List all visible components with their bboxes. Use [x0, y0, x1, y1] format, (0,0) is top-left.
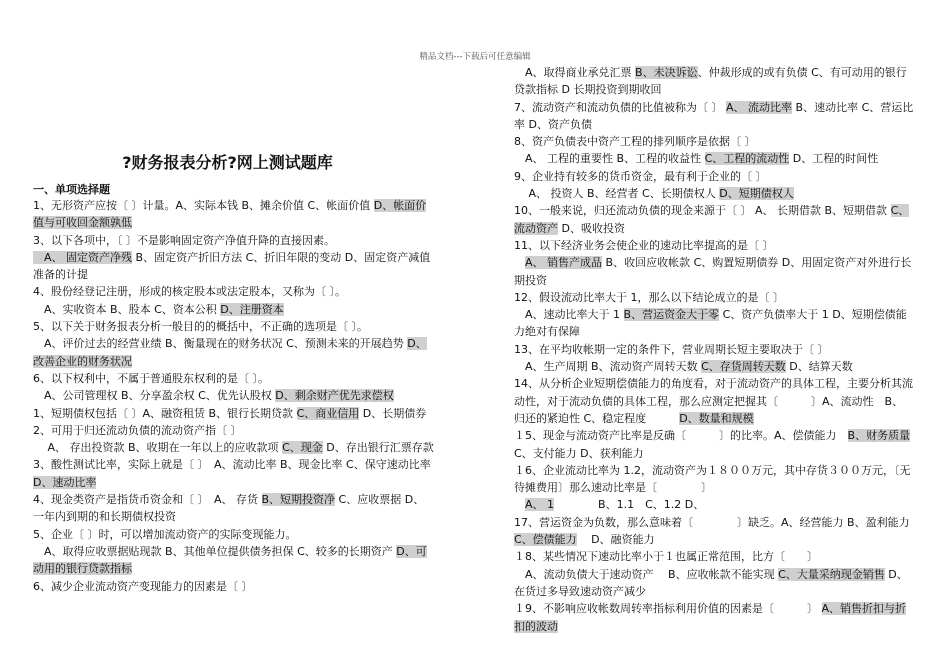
highlighted-answer: C、商业信用 [296, 406, 360, 420]
question-text: 1、短期债权包括〔 〕A、融资租赁 B、银行长期贷款 [33, 406, 297, 420]
question-text: D、长期债券 [359, 406, 427, 420]
question-text: A、取得商业承兑汇票 [514, 66, 636, 79]
question-text: 6、以下权利中，不属于普通股东权利的是〔 〕。 [33, 371, 269, 385]
question-line [33, 335, 435, 370]
question-text: A、公司管理权 B、分享盈余权 C、优先认股权 [33, 389, 276, 403]
section-heading: 一、单项选择题 [33, 183, 110, 196]
question-line [514, 341, 914, 358]
page-watermark-header: 精品文档---下载后可任意编辑 [419, 52, 531, 62]
question-text: 9、企业持有较多的货币资金，最有利于企业的〔 〕 [514, 169, 767, 183]
highlighted-answer: D、可动用的银行贷款指标 [33, 544, 427, 576]
question-line [514, 150, 914, 167]
question-line [33, 491, 435, 526]
question-line [33, 249, 435, 284]
question-line [514, 358, 914, 375]
highlighted-answer: C、存货周转天数 [701, 360, 786, 374]
highlighted-answer: D、改善企业的财务状况 [33, 337, 427, 368]
question-text: １9、不影响应收帐数周转率指标利用价值的因素是〔 〕 [514, 602, 822, 616]
question-line [33, 232, 435, 249]
question-line [33, 301, 435, 318]
question-line [33, 578, 435, 595]
question-text: 10、一般来说，归还流动负债的现金来源于〔 〕 A、 长期借款 B、短期借款 [514, 204, 891, 218]
right-column-questions [514, 64, 914, 635]
question-line [514, 99, 914, 134]
question-line [33, 422, 435, 439]
question-text: 2、可用于归还流动负债的流动资产指〔 〕 [33, 423, 242, 437]
question-line [514, 168, 914, 185]
question-text: 11、以下经济业务会使企业的速动比率提高的是〔 〕 [514, 238, 774, 252]
highlighted-answer: A、销售折扣与折扣的波动 [514, 602, 907, 633]
highlighted-answer: C、大量采纳现金销售 [778, 567, 885, 581]
question-line [514, 462, 914, 497]
question-text: A、流动负债大于速动资产 B、应收帐款不能实现 [514, 567, 779, 581]
document-title: ?财务报表分析?网上测试题库 [122, 153, 333, 172]
highlighted-answer: D、速动比率 [33, 475, 97, 489]
question-line [33, 387, 435, 404]
question-line [33, 439, 435, 456]
question-text: B、1.1 C、1.2 D、 [554, 498, 705, 512]
question-line [514, 514, 914, 549]
question-text: D、吸收投资 [558, 221, 625, 235]
question-text: 6、减少企业流动资产变现能力的因素是〔 〕 [33, 579, 253, 593]
question-text: A、速动比率大于 1 [514, 308, 624, 322]
question-text: B、速动比率 C、营运比率 D、资产负债 [514, 100, 914, 131]
question-text: 5、以下关于财务报表分析一般目的的概括中，不正确的选项是〔 〕。 [33, 320, 368, 334]
question-text: １6、企业流动比率为 1.2，流动资产为１８００万元，其中存货３００万元，〔无待摊费用〕那么速动比率是〔 〕 [514, 463, 911, 495]
question-text: B、固定资产折旧方法 C、折旧年限的变动 D、固定资产减值准备的计提 [33, 250, 431, 282]
question-text: 17、营运资金为负数，那么意味着〔 〕缺乏。A、经营能力 B、盈利能力 [514, 515, 910, 529]
highlighted-answer: B、财务质量 [847, 429, 911, 443]
question-line [33, 526, 435, 543]
question-text: A、生产周期 B、流动资产周转天数 [514, 360, 702, 374]
question-line [514, 202, 914, 237]
question-line [33, 456, 435, 491]
highlighted-answer: A、 销售产成品 [525, 256, 603, 270]
question-text: D、融资能力 [576, 533, 655, 547]
highlighted-answer: A、 流动比率 [726, 100, 793, 114]
highlighted-answer: B、营运资金大于零 [623, 308, 720, 322]
question-text: 、仲裁形成的或有负债 C、有可动用的银行贷款指标 D 长期投资到期收回 [514, 66, 907, 97]
highlighted-answer: D、数量和规模 [679, 411, 754, 425]
highlighted-answer: C、偿债能力 [514, 533, 577, 547]
question-line [514, 185, 914, 202]
question-line [514, 496, 914, 513]
highlighted-answer: D、注册资本 [220, 302, 284, 316]
question-line [514, 64, 914, 99]
question-text: 13、在平均收帐期一定的条件下，营业周期长短主要取决于〔 〕 [514, 342, 829, 356]
question-line [514, 566, 914, 601]
question-text [514, 498, 525, 511]
highlighted-answer: C、现金 [282, 441, 323, 455]
question-line [514, 133, 914, 150]
question-text: １8、某些情况下速动比率小于１也属正常范围，比方〔 〕 [514, 550, 818, 564]
highlighted-answer: B、未决诉讼 [635, 66, 698, 79]
question-text: B、收回应收帐款 C、购置短期债券 D、用固定资产对外进行长期投资 [514, 256, 912, 287]
question-line [33, 318, 435, 335]
question-text: A、取得应收票据贴现款 B、其他单位提供债务担保 C、较多的长期资产 [33, 544, 397, 558]
question-text: D、工程的时间性 [789, 152, 879, 166]
question-line [33, 370, 435, 387]
question-line [514, 237, 914, 254]
question-text: A、 投资人 B、经营者 C、长期债权人 [514, 187, 720, 201]
question-line [33, 405, 435, 422]
highlighted-answer: 固定资产净残 [62, 250, 133, 264]
question-text: D、在货过多导致速动资产减少 [514, 567, 908, 598]
question-text: 8、资产负债表中资产工程的排列顺序是依据〔 〕 [514, 135, 756, 149]
highlighted-answer: A、 1 [525, 498, 555, 512]
question-line [514, 548, 914, 565]
highlighted-answer: D、短期债权人 [719, 187, 794, 201]
highlighted-answer: C、流动资产 [514, 204, 910, 235]
question-text: C、应收票据 D、一年内到期的和长期债权投资 [33, 493, 425, 524]
left-column-questions [33, 197, 435, 595]
highlighted-answer: C、工程的流动性 [704, 152, 790, 166]
question-text: A、 存出投资款 B、收期在一年以上的应收款项 [33, 441, 283, 455]
question-text: D、结算天数 [785, 360, 853, 374]
question-text: １5、现金与流动资产比率是反确〔 〕的比率。A、偿债能力 [514, 429, 848, 443]
highlighted-answer: B、短期投资净 [261, 493, 336, 507]
question-text: A、 工程的重要性 B、工程的收益性 [514, 152, 705, 166]
question-text: 1、无形资产应按〔 〕计量。A、实际本钱 B、摊余价值 C、帐面价值 [33, 199, 374, 212]
question-text: 3、以下各项中，〔 〕不是影响固定资产净值升降的直接因素。 [33, 233, 335, 247]
question-line [33, 197, 435, 232]
highlighted-answer: D、剩余财产优先求偿权 [275, 389, 394, 403]
question-text: C、资产负债率大于 1 D、短期偿债能力绝对有保障 [514, 308, 907, 339]
question-line [33, 543, 435, 578]
question-line [514, 375, 914, 427]
question-line [514, 306, 914, 341]
highlighted-answer: A、 [33, 250, 63, 264]
question-text: 5、企业〔 〕时，可以增加流动资产的实际变现能力。 [33, 527, 297, 541]
question-text: A、评价过去的经营业绩 B、衡量现在的财务状况 C、预测未来的开展趋势 [33, 337, 408, 351]
question-text: 4、现金类资产是指货币资金和〔 〕 A、 存货 [33, 493, 262, 507]
question-line [514, 254, 914, 289]
question-text: 4、股份经登记注册，形成的核定股本或法定股本，又称为〔 〕。 [33, 285, 346, 299]
question-text: 3、酸性测试比率，实际上就是〔 〕 A、流动比率 B、现金比率 C、保守速动比率 [33, 458, 431, 472]
question-text: 7、流动资产和流动负债的比值被称为〔 〕 [514, 100, 726, 114]
question-line [33, 283, 435, 300]
question-text: 14、从分析企业短期偿债能力的角度看，对于流动资产的具体工程，主要分析其流动性，对于流动负债的具体工程，那么应测定把握其〔 〕A、流动性 B、归还的紧迫性 C、稳定程度 [514, 377, 913, 425]
question-line [514, 289, 914, 306]
question-line [514, 427, 914, 462]
highlighted-answer: D、帐面价值与可收回金额孰低 [33, 199, 427, 230]
question-text: C、支付能力 D、获利能力 [514, 446, 644, 460]
question-line [514, 600, 914, 635]
question-text: D、存出银行汇票存款 [322, 441, 434, 455]
question-text: A、实收资本 B、股本 C、资本公积 [33, 302, 221, 316]
question-text: 12、假设流动比率大于 1，那么以下结论成立的是〔 〕 [514, 290, 784, 304]
question-text [514, 256, 525, 269]
